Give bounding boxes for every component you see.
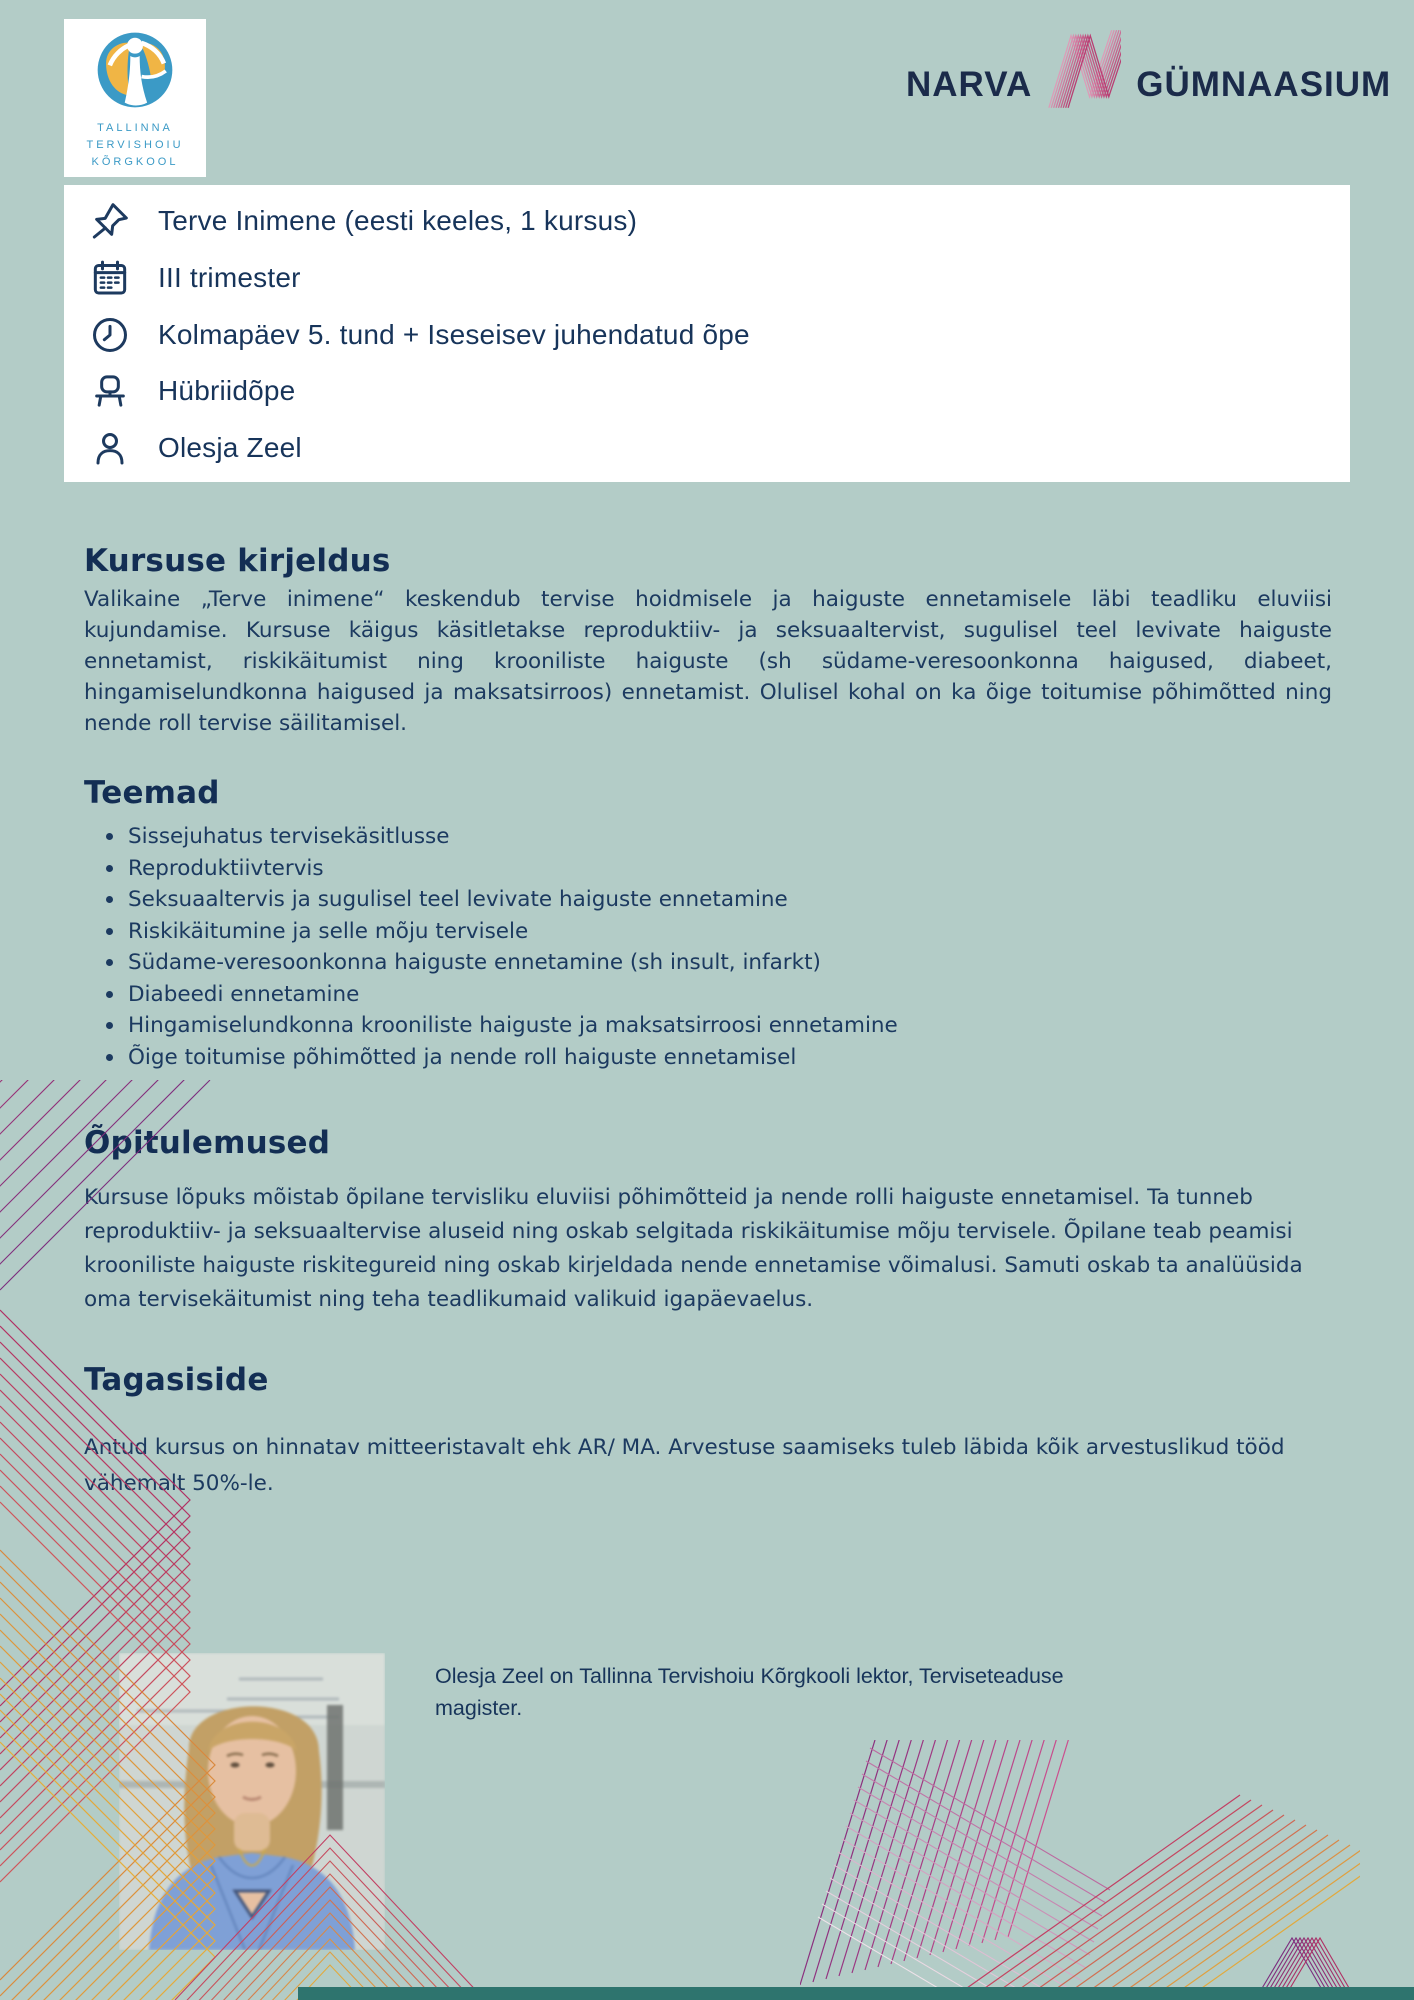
topic-item: Sissejuhatus tervisekäsitlusse (84, 821, 898, 853)
format-text: Hübriidõpe (158, 375, 296, 407)
school-figure-logo-icon (93, 28, 177, 112)
gym-logo-word-left: NARVA (906, 65, 1033, 104)
schedule-text: Kolmapäev 5. tund + Iseseisev juhendatud õpe (158, 318, 750, 350)
info-row-course (90, 201, 1350, 241)
school-logo-line: KÕRGKOOL (91, 156, 179, 169)
topic-item: Hingamiselundkonna krooniliste haiguste ja maksatsirroosi ennetamine (84, 1010, 898, 1042)
course-info-panel (64, 185, 1350, 482)
info-row-schedule (90, 315, 1350, 355)
topic-item: Südame-veresoonkonna haiguste ennetamine (sh insult, infarkt) (84, 947, 898, 979)
narva-n-lines-icon (1047, 28, 1121, 110)
gym-logo (906, 28, 1391, 110)
topics-list (84, 821, 898, 1073)
section-body-tagasiside: Antud kursus on hinnatav mitteeristavalt ehk AR/ MA. Arvestuse saamiseks tuleb läbida kõik arvestuslikud tööd vähemalt 50%-le. (84, 1435, 1285, 1496)
info-row-teacher (90, 428, 1350, 468)
section-title-tagasiside: Tagasiside (84, 1362, 269, 1398)
bottom-accent-bar (298, 1987, 1414, 2000)
school-logo-line: TALLINNA (97, 122, 173, 134)
info-row-trimester (90, 258, 1350, 298)
section-title-opitulemused: Õpitulemused (84, 1125, 331, 1161)
section-body-kirjeldus: Valikaine „Terve inimene“ keskendub tervise hoidmisele ja haiguste ennetamisele läbi teadliku eluviisi kujundamise. Kursuse käigus käsitletakse reproduktiiv- ja seksuaaltervist, sugulisel teel levivate haiguste ennetamist, riskikäitumist ning krooniliste haiguste (sh südame-veresoonkonna haigused, diabeet, hingamiselundkonna haigused ja maksatsirroos) ennetamist. Olulisel kohal on ka õige toitumise põhimõtted ning nende roll tervise säilitamisel. (84, 587, 1332, 736)
pushpin-icon (90, 201, 130, 241)
info-row-format (90, 371, 1350, 411)
desk-icon (90, 371, 130, 411)
trimester-text: III trimester (158, 261, 301, 293)
topic-item: Õige toitumise põhimõtted ja nende roll haiguste ennetamisel (84, 1042, 898, 1074)
lecturer-caption: Olesja Zeel on Tallinna Tervishoiu Kõrgkooli lektor, Terviseteaduse magister. (435, 1664, 1064, 1721)
gym-logo-word-right: GÜMNAASIUM (1136, 65, 1392, 104)
guilloche-bottom-decoration (800, 1740, 1360, 2000)
topic-item: Seksuaaltervis ja sugulisel teel levivate haiguste ennetamine (84, 884, 898, 916)
school-logo-text (64, 120, 206, 171)
guilloche-left-decoration (0, 1080, 480, 2000)
section-title-kirjeldus: Kursuse kirjeldus (84, 543, 391, 579)
section-title-teemad: Teemad (84, 775, 220, 811)
section-body-opitulemused: Kursuse lõpuks mõistab õpilane tervisliku eluviisi põhimõtteid ja nende rolli haiguste ennetamisel. Ta tunneb reproduktiiv- ja seksuaaltervise aluseid ning oskab selgitada riskikäitumise mõju tervisele. Õpilane teab peamisi krooniliste haiguste riskitegureid ning oskab kirjeldada nende ennetamise võimalusi. Samuti oskab ta analüüsida oma tervisekäitumist ning teha teadlikumaid valikuid igapäevaelus. (84, 1185, 1303, 1312)
course-title-text: Terve Inimene (eesti keeles, 1 kursus) (158, 205, 638, 236)
clock-icon (90, 315, 130, 355)
calendar-icon (90, 258, 130, 298)
school-logo-card (64, 19, 206, 177)
school-logo-line: TERVISHOIU (86, 139, 184, 152)
person-icon (90, 428, 130, 468)
topic-item: Reproduktiivtervis (84, 853, 898, 885)
teacher-name-text: Olesja Zeel (158, 432, 302, 463)
topic-item: Riskikäitumine ja selle mõju tervisele (84, 916, 898, 948)
topic-item: Diabeedi ennetamine (84, 979, 898, 1011)
